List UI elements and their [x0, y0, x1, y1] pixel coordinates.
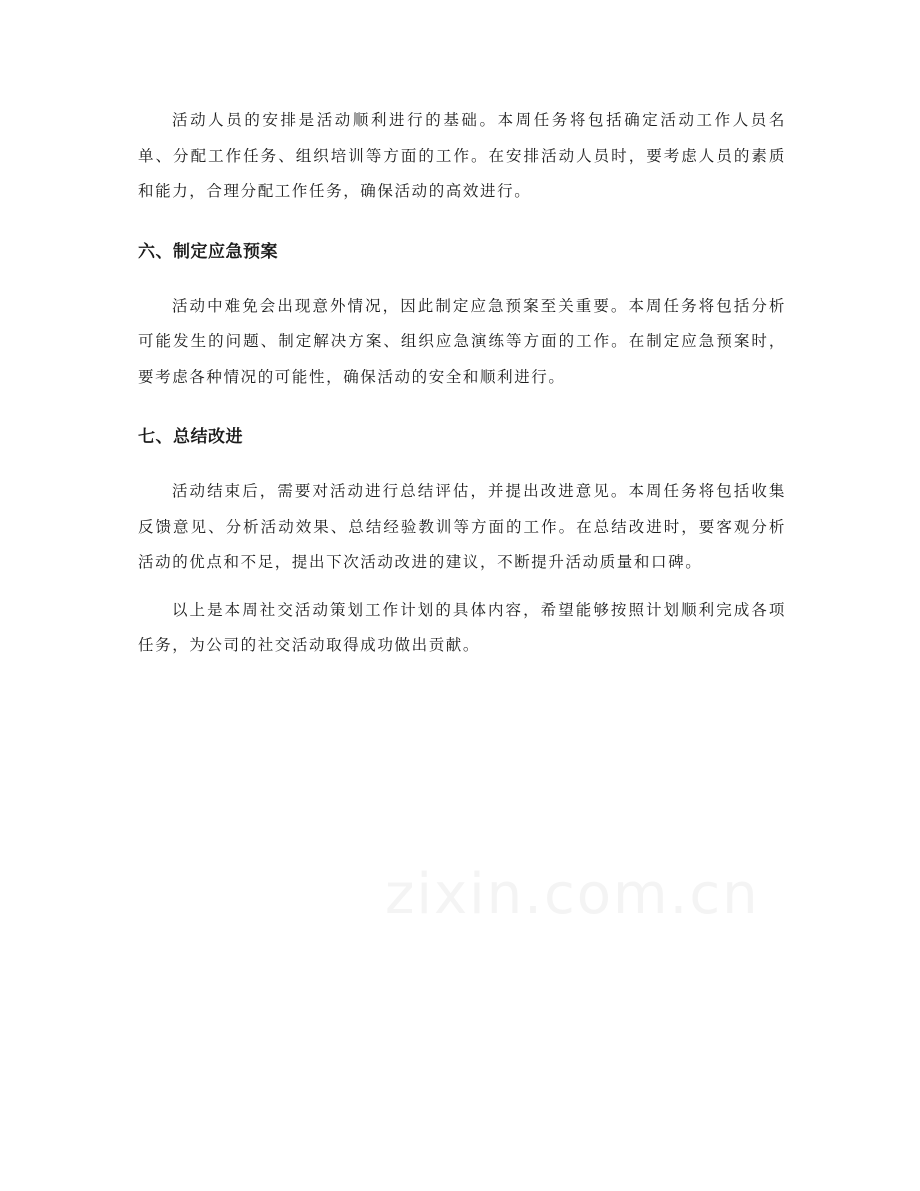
section-6-heading: 六、制定应急预案 — [138, 241, 278, 262]
paragraph-staff-arrangement: 活动人员的安排是活动顺利进行的基础。本周任务将包括确定活动工作人员名单、分配工作任务、组织培训等方面的工作。在安排活动人员时，要考虑人员的素质和能力，合理分配工作任务，确保活动的高效进行。 — [138, 111, 786, 200]
section-7-heading: 七、总结改进 — [138, 427, 243, 447]
document-body — [138, 103, 786, 664]
section-7-paragraph: 活动结束后，需要对活动进行总结评估，并提出改进意见。本周任务将包括收集反馈意见、分析活动效果、总结经验教训等方面的工作。在总结改进时，要客观分析活动的优点和不足，提出下次活动改进的建议，不断提升活动质量和口碑。 — [138, 482, 786, 571]
watermark: zixin.com.cn — [385, 862, 760, 927]
closing-paragraph: 以上是本周社交活动策划工作计划的具体内容，希望能够按照计划顺利完成各项任务，为公司的社交活动取得成功做出贡献。 — [138, 600, 786, 654]
section-6-paragraph: 活动中难免会出现意外情况，因此制定应急预案至关重要。本周任务将包括分析可能发生的问题、制定解决方案、组织应急演练等方面的工作。在制定应急预案时，要考虑各种情况的可能性，确保活动的安全和顺利进行。 — [138, 296, 786, 386]
